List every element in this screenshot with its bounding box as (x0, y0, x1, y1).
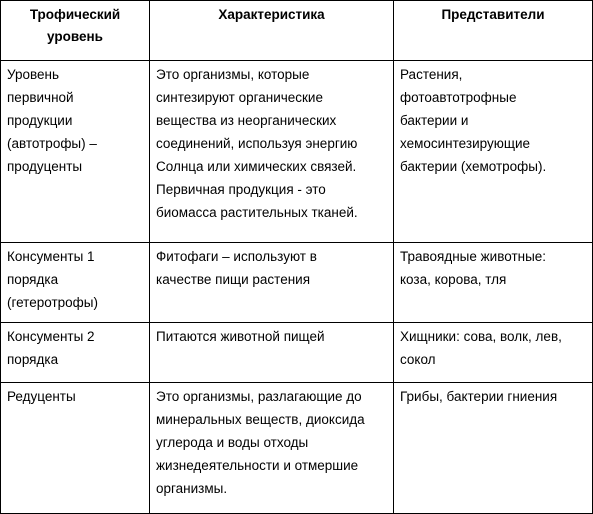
cell-description: Это организмы, разлагающие до минеральных веществ, диоксида углерода и воды отходы жизнедеятельности и отмершие организмы. (150, 383, 394, 514)
cell-level: Редуценты (1, 383, 150, 514)
cell-examples: Растения, фотоавтотрофные бактерии и хемосинтезирующие бактерии (хемотрофы). (394, 61, 593, 243)
header-characteristic: Характеристика (150, 1, 394, 61)
table-row (1, 323, 593, 383)
cell-level: Консументы 2 порядка (1, 323, 150, 383)
table-row (1, 243, 593, 323)
table-row (1, 61, 593, 243)
cell-level: Уровень первичной продукции (автотрофы) – продуценты (1, 61, 150, 243)
cell-description: Это организмы, которые синтезируют органические вещества из неорганических соединений, используя энергию Солнца или химических связей. Первичная продукция - это биомасса растительных тканей. (150, 61, 394, 243)
cell-examples: Грибы, бактерии гниения (394, 383, 593, 514)
table-header-row (1, 1, 593, 61)
header-representatives: Представители (394, 1, 593, 61)
cell-examples: Травоядные животные: коза, корова, тля (394, 243, 593, 323)
header-trophic-level: Трофический уровень (1, 1, 150, 61)
cell-description: Фитофаги – используют в качестве пищи растения (150, 243, 394, 323)
cell-level: Консументы 1 порядка (гетеротрофы) (1, 243, 150, 323)
cell-examples: Хищники: сова, волк, лев, сокол (394, 323, 593, 383)
cell-description: Питаются животной пищей (150, 323, 394, 383)
table-row (1, 383, 593, 514)
